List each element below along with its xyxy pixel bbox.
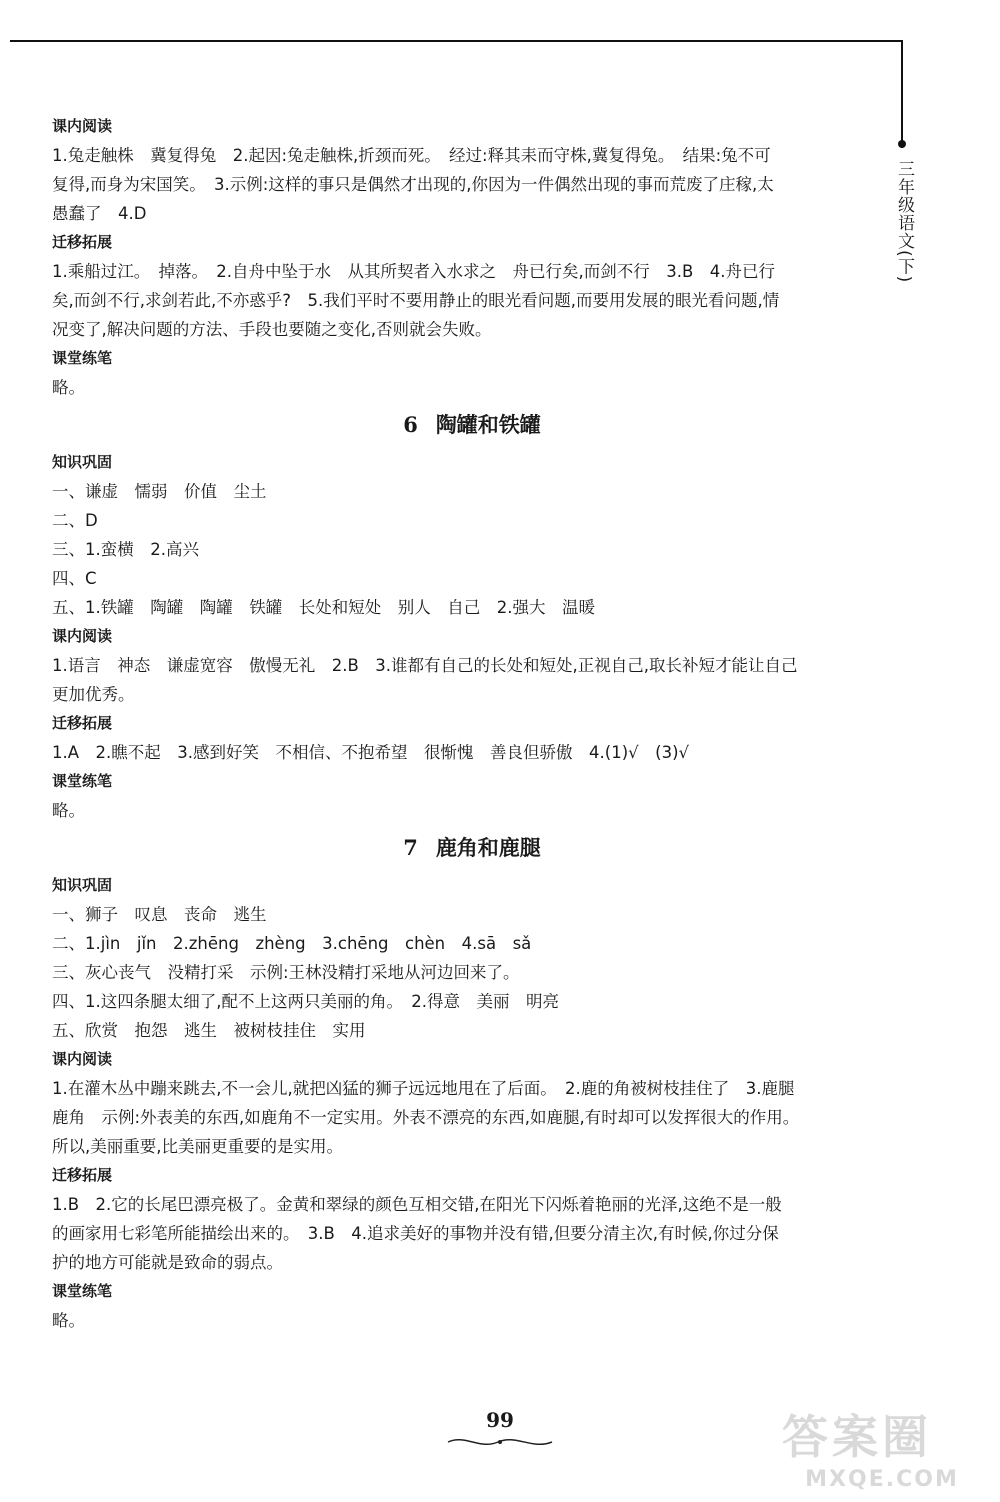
answer-line: 1.语言 神态 谦虚宽容 傲慢无礼 2.B 3.谁都有自己的长处和短处,正视自己,取长补短才能让自己 <box>52 656 798 675</box>
side-rule <box>901 40 903 148</box>
answer-line: 1.A 2.瞧不起 3.感到好笑 不相信、不抱希望 很惭愧 善良但骄傲 4.(1)√ (3)√ <box>52 743 690 762</box>
page-content <box>52 112 892 1335</box>
section-heading: 课内阅读 <box>52 117 113 135</box>
answer-line: 略。 <box>52 801 85 820</box>
section-heading: 迁移拓展 <box>52 233 113 251</box>
answer-line: 二、D <box>52 511 98 530</box>
answer-line: 二、1.jìn jǐn 2.zhēng zhèng 3.chēng chèn 4.sā sǎ <box>52 934 532 953</box>
answer-line: 略。 <box>52 378 85 397</box>
chapter-7-title <box>52 831 892 865</box>
answer-line: 一、狮子 叹息 丧命 逃生 <box>52 905 267 924</box>
answer-line: 鹿角 示例:外表美的东西,如鹿角不一定实用。外表不漂亮的东西,如鹿腿,有时却可以发挥很大的作用。 <box>52 1108 800 1127</box>
section-heading: 课内阅读 <box>52 627 113 645</box>
answer-line: 所以,美丽重要,比美丽更重要的是实用。 <box>52 1137 343 1156</box>
chapter-6-number: 6 <box>403 412 418 437</box>
answer-line: 略。 <box>52 1311 85 1330</box>
answer-line: 1.乘船过江。 掉落。 2.自舟中坠于水 从其所契者入水求之 舟已行矣,而剑不行 3.B 4.舟已行 <box>52 262 776 281</box>
answer-line: 三、灰心丧气 没精打采 示例:王林没精打采地从河边回来了。 <box>52 963 520 982</box>
section-previous-lesson <box>52 112 892 402</box>
section-heading: 迁移拓展 <box>52 1166 113 1184</box>
answer-line: 1.在灌木丛中蹦来跳去,不一会儿,就把凶猛的狮子远远地甩在了后面。 2.鹿的角被树枝挂住了 3.鹿腿 <box>52 1079 795 1098</box>
answer-line: 1.B 2.它的长尾巴漂亮极了。金黄和翠绿的颜色互相交错,在阳光下闪烁着艳丽的光泽,这绝不是一般 <box>52 1195 782 1214</box>
answer-line: 复得,而身为宋国笑。 3.示例:这样的事只是偶然才出现的,你因为一件偶然出现的事而荒废了庄稼,太 <box>52 175 774 194</box>
section-heading: 课内阅读 <box>52 1050 113 1068</box>
chapter-6-name: 陶罐和铁罐 <box>435 412 541 437</box>
section-heading: 课堂练笔 <box>52 1282 113 1300</box>
side-label: 三年级语文(下) <box>894 160 914 284</box>
answer-line: 四、1.这四条腿太细了,配不上这两只美丽的角。 2.得意 美丽 明亮 <box>52 992 559 1011</box>
answer-line: 五、欣赏 抱怨 逃生 被树枝挂住 实用 <box>52 1021 366 1040</box>
section-heading: 知识巩固 <box>52 876 113 894</box>
watermark-domain: MXQE.COM <box>805 1467 959 1492</box>
answer-line: 更加优秀。 <box>52 685 135 704</box>
section-heading: 迁移拓展 <box>52 714 113 732</box>
answer-line: 的画家用七彩笔所能描绘出来的。 3.B 4.追求美好的事物并没有错,但要分清主次,有时候,你过分保 <box>52 1224 779 1243</box>
answer-line: 三、1.蛮横 2.高兴 <box>52 540 199 559</box>
chapter-6-title <box>52 408 892 442</box>
answer-line: 愚蠢了 4.D <box>52 204 147 223</box>
section-heading: 知识巩固 <box>52 453 113 471</box>
answer-line: 况变了,解决问题的方法、手段也要随之变化,否则就会失败。 <box>52 320 492 339</box>
page-number: 99 <box>486 1408 514 1432</box>
answer-line: 矣,而剑不行,求剑若此,不亦惑乎? 5.我们平时不要用静止的眼光看问题,而要用发展的眼光看问题,情 <box>52 291 780 310</box>
top-rule <box>10 40 903 42</box>
chapter-7-name: 鹿角和鹿腿 <box>435 835 541 860</box>
answer-line: 四、C <box>52 569 97 588</box>
ornament-icon <box>440 1434 560 1450</box>
answer-line: 护的地方可能就是致命的弱点。 <box>52 1253 283 1272</box>
section-heading: 课堂练笔 <box>52 349 113 367</box>
side-marker <box>898 140 906 148</box>
answer-line: 1.兔走触株 冀复得兔 2.起因:兔走触株,折颈而死。 经过:释其耒而守株,冀复得兔。 结果:兔不可 <box>52 146 771 165</box>
answer-line: 五、1.铁罐 陶罐 陶罐 铁罐 长处和短处 别人 自己 2.强大 温暖 <box>52 598 595 617</box>
chapter-7-number: 7 <box>403 835 418 860</box>
section-heading: 课堂练笔 <box>52 772 113 790</box>
chapter-7-answers <box>52 871 892 1335</box>
answer-line: 一、谦虚 懦弱 价值 尘土 <box>52 482 267 501</box>
watermark-logo <box>782 1401 982 1492</box>
chapter-6-answers <box>52 448 892 825</box>
watermark-title: 答案圈 <box>782 1410 932 1464</box>
